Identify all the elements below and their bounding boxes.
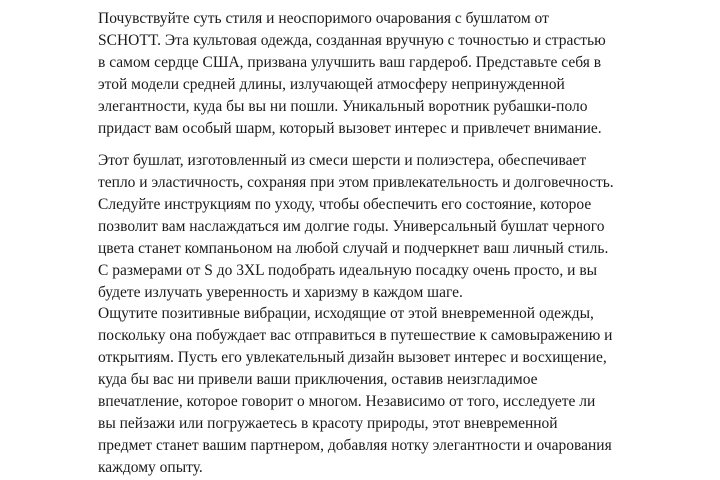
- text-line: вы пейзажи или погружаетесь в красоту природы, этот вневременной: [98, 415, 558, 432]
- text-line: элегантности, куда бы вы ни пошли. Уникальный воротник рубашки-поло: [98, 98, 588, 115]
- text-line: придаст вам особый шарм, который вызовет интерес и привлечет внимание.: [98, 120, 602, 137]
- text-line: Следуйте инструкциям по уходу, чтобы обеспечить его состояние, которое: [98, 196, 592, 213]
- text-line: предмет станет вашим партнером, добавляя нотку элегантности и очарования: [98, 437, 612, 454]
- text-line: в самом сердце США, призвана улучшить ваш гардероб. Представьте себя в: [98, 54, 602, 71]
- text-line: С размерами от S до 3XL подобрать идеальную посадку очень просто, и вы: [98, 262, 598, 279]
- text-line: куда бы вас ни привели ваши приключения, оставив неизгладимое: [98, 371, 538, 388]
- text-line: поскольку она побуждает вас отправиться в путешествие к самовыражению и: [98, 327, 613, 344]
- text-line: этой модели средней длины, излучающей атмосферу непринужденной: [98, 76, 565, 93]
- text-line: SCHOTT. Эта культовая одежда, созданная вручную с точностью и страстью: [98, 32, 606, 49]
- text-line: впечатление, которое говорит о многом. Независимо от того, исследуете ли: [98, 393, 596, 410]
- text-line: будете излучать уверенность и харизму в каждом шаге.: [98, 284, 463, 301]
- text-line: Этот бушлат, изготовленный из смеси шерсти и полиэстера, обеспечивает: [98, 152, 587, 169]
- text-line: Почувствуйте суть стиля и неоспоримого очарования с бушлатом от: [98, 10, 549, 27]
- text-line: позволит вам наслаждаться им долгие годы. Универсальный бушлат черного: [98, 218, 605, 235]
- text-line: Ощутите позитивные вибрации, исходящие от этой вневременной одежды,: [98, 305, 594, 322]
- text-line: открытиям. Пусть его увлекательный дизайн вызовет интерес и восхищение,: [98, 349, 607, 366]
- text-line: каждому опыту.: [98, 459, 203, 476]
- text-line: тепло и эластичность, сохраняя при этом привлекательность и долговечность.: [98, 174, 614, 191]
- text-line: цвета станет компаньоном на любой случай и подчеркнет ваш личный стиль.: [98, 240, 609, 257]
